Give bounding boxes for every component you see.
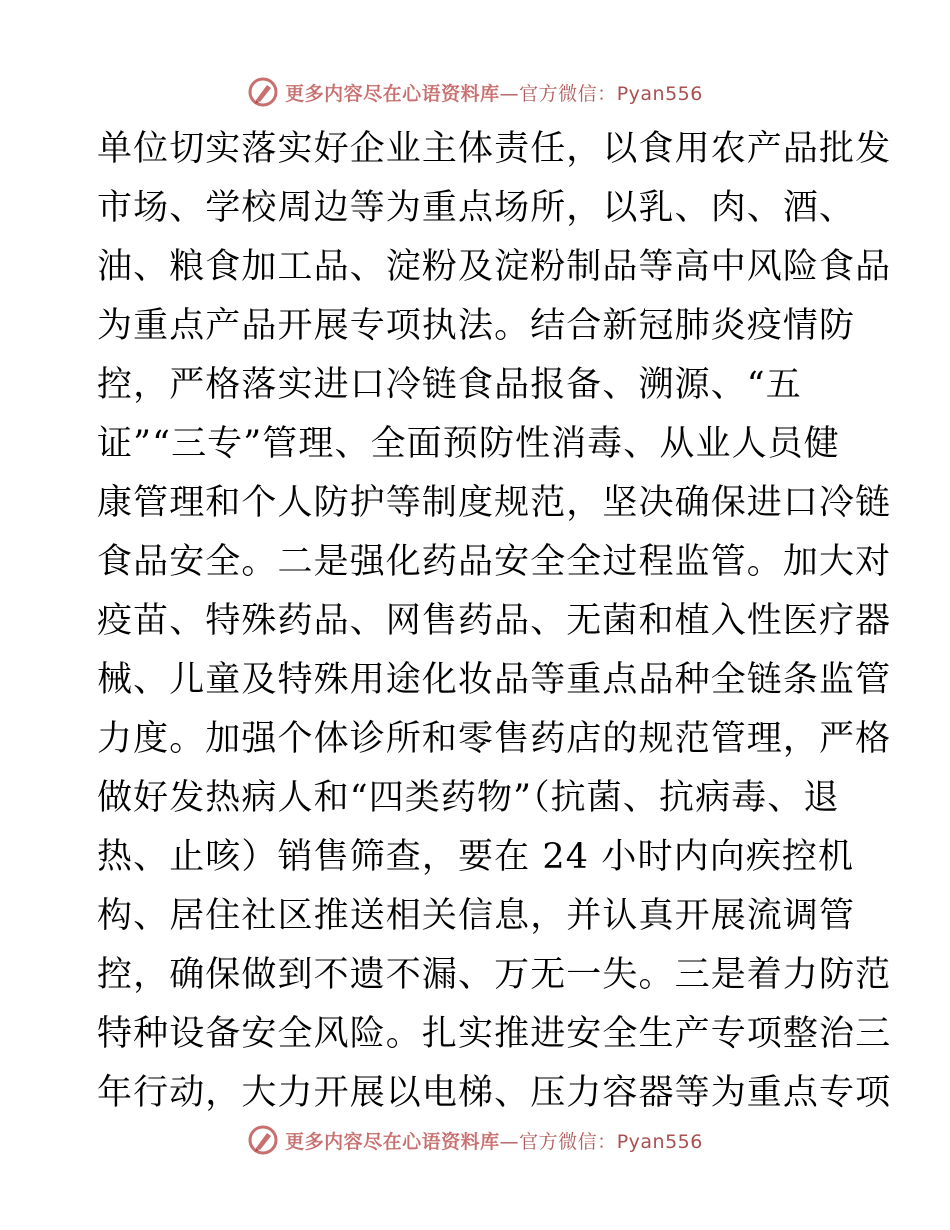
body-line: 市场、学校周边等为重点场所，以乳、肉、酒、	[97, 188, 856, 228]
body-line: 控，严格落实进口冷链食品报备、溯源、“五	[97, 365, 802, 405]
watermark-separator-text: —官方微信：	[499, 1130, 617, 1153]
footer-watermark	[0, 1120, 950, 1160]
body-line: 做好发热病人和“四类药物”（抗菌、抗病毒、退	[97, 778, 840, 818]
body-line: 油、粮食加工品、淀粉及淀粉制品等高中风险食品	[97, 247, 892, 287]
watermark-wechat-handle: Pyan556	[616, 82, 703, 105]
body-line: 康管理和个人防护等制度规范，坚决确保进口冷链	[97, 483, 892, 523]
watermark-separator-text: —官方微信：	[499, 82, 617, 105]
body-line: 控，确保做到不遗不漏、万无一失。三是着力防范	[97, 955, 892, 995]
watermark-main-text: 更多内容尽在心语资料库	[285, 82, 500, 105]
pen-logo-icon	[247, 76, 279, 108]
body-line: 证”“三专”管理、全面预防性消毒、从业人员健	[97, 424, 840, 464]
body-line: 构、居住社区推送相关信息，并认真开展流调管	[97, 896, 856, 936]
header-watermark	[0, 72, 950, 112]
body-line: 特种设备安全风险。扎实推进安全生产专项整治三	[97, 1014, 892, 1054]
body-line: 热、止咳）销售筛查，要在 24 小时内向疾控机	[97, 837, 855, 877]
body-line: 为重点产品开展专项执法。结合新冠肺炎疫情防	[97, 306, 856, 346]
watermark-text	[285, 1127, 703, 1154]
watermark-text	[285, 79, 703, 106]
document-body	[97, 127, 892, 1130]
pen-logo-icon	[247, 1124, 279, 1156]
body-line: 食品安全。二是强化药品安全全过程监管。加大对	[97, 542, 892, 582]
body-line: 械、儿童及特殊用途化妆品等重点品种全链条监管	[97, 660, 892, 700]
body-line: 力度。加强个体诊所和零售药店的规范管理，严格	[97, 719, 892, 759]
watermark-wechat-handle: Pyan556	[616, 1130, 703, 1153]
body-line: 疫苗、特殊药品、网售药品、无菌和植入性医疗器	[97, 601, 892, 641]
watermark-main-text: 更多内容尽在心语资料库	[285, 1130, 500, 1153]
body-line: 单位切实落实好企业主体责任，以食用农产品批发	[97, 129, 892, 169]
body-line: 年行动，大力开展以电梯、压力容器等为重点专项	[97, 1073, 892, 1113]
